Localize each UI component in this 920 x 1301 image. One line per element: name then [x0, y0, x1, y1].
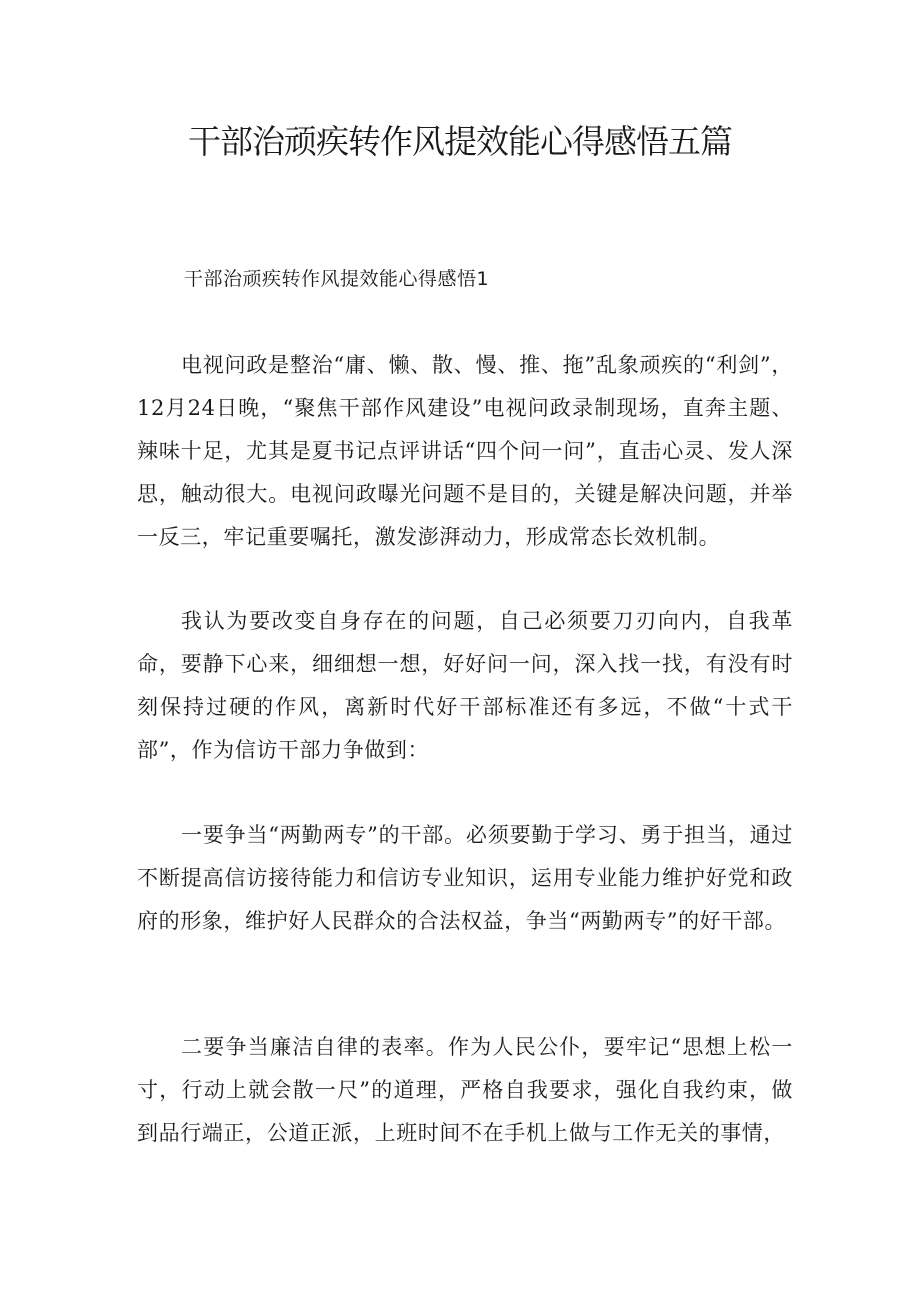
paragraph-2: 我认为要改变自身存在的问题，自己必须要刀刃向内，自我革命，要静下心来，细细想一想，好好问一问，深入找一找，有没有时刻保持过硬的作风，离新时代好干部标准还有多远，不做“十式干部”，作为信访干部力争做到： [137, 609, 793, 762]
paragraph-4: 二要争当廉洁自律的表率。作为人民公仆，要牢记“思想上松一寸，行动上就会散一尺”的道理，严格自我要求，强化自我约束，做到品行端正，公道正派，上班时间不在手机上做与工作无关的事情， [137, 1035, 793, 1145]
paragraph-3: 一要争当“两勤两专”的干部。必须要勤于学习、勇于担当，通过不断提高信访接待能力和信访专业知识，运用专业能力维护好党和政府的形象，维护好人民群众的合法权益，争当“两勤两专”的好干部。 [137, 823, 793, 933]
paragraph-1: 电视问政是整治“庸、懒、散、慢、推、拖”乱象顽疾的“利剑”，12月24日晚，“聚焦干部作风建设”电视问政录制现场，直奔主题、辣味十足，尤其是夏书记点评讲话“四个问一问”，直击心灵、发人深思，触动很大。电视问政曝光问题不是目的，关键是解决问题，并举一反三，牢记重要嘱托，激发澎湃动力，形成常态长效机制。 [137, 353, 793, 549]
section-heading: 干部治顽疾转作风提效能心得感悟1 [184, 268, 490, 290]
document-title: 干部治顽疾转作风提效能心得感悟五篇 [188, 122, 732, 161]
